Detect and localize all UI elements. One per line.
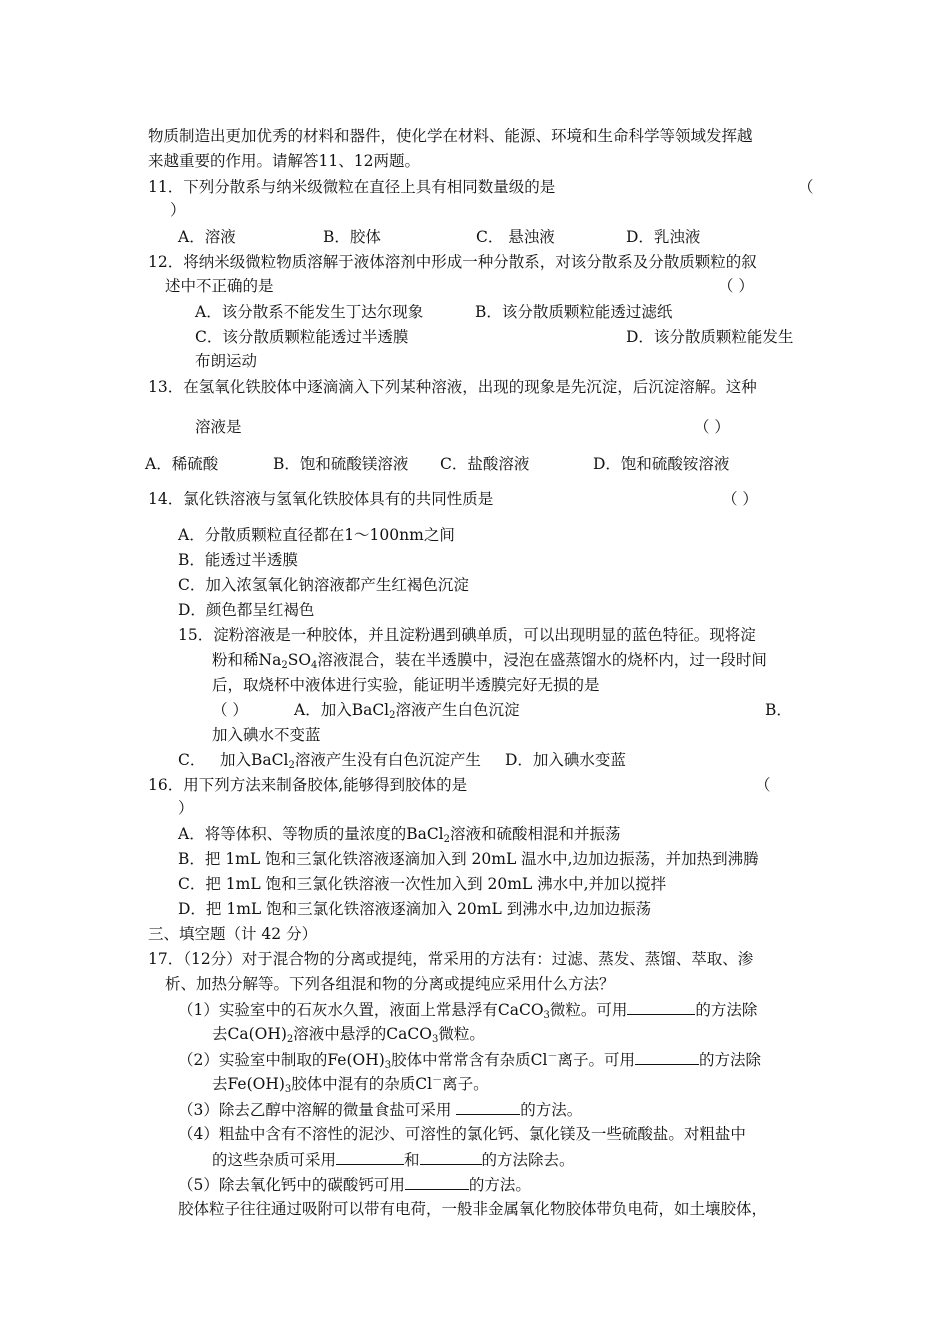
answer-blank[interactable] xyxy=(336,1148,404,1165)
answer-blank[interactable] xyxy=(405,1173,469,1190)
q17-part-5: （5）除去氧化钙中的碳酸钙可用 的方法。 xyxy=(178,1173,531,1196)
q12-stem-line-2: 述中不正确的是 xyxy=(165,277,274,295)
q15-option-a: A．加入BaCl$_2$溶液产生白色沉淀 xyxy=(294,701,520,721)
q15-stem-line-2: 粉和稀$Na_2SO_4$溶液混合，装在半透膜中，浸泡在盛蒸馏水的烧杯内，过一段时间 xyxy=(212,651,767,671)
q15-answer-paren: （ ） xyxy=(212,701,248,719)
q17-part-4-line-2: 的这些杂质可采用 和 的方法除去。 xyxy=(212,1148,575,1171)
q13-option-a: A．稀硫酸 xyxy=(145,455,219,473)
q11-paren-close: ） xyxy=(170,201,186,219)
q15-stem-line-3: 后，取烧杯中液体进行实验，能证明半透膜完好无损的是 xyxy=(212,676,600,694)
intro-line-2: 来越重要的作用。请解答11、12两题。 xyxy=(148,152,420,170)
q17-part-2-line-1: （2）实验室中制取的$Fe(OH)_3$胶体中常常含有杂质Cl－离子。可用 的方法除 xyxy=(178,1048,761,1071)
q17-part-3: （3）除去乙醇中溶解的微量食盐可采用 的方法。 xyxy=(178,1098,582,1121)
closing-paragraph: 胶体粒子往往通过吸附可以带有电荷，一般非金属氧化物胶体带负电荷，如土壤胶体， xyxy=(178,1200,768,1218)
q17-part-4-line-1: （4）粗盐中含有不溶性的泥沙、可溶性的氯化钙、氯化镁及一些硫酸盐。对粗盐中 xyxy=(178,1125,746,1143)
answer-blank[interactable] xyxy=(456,1098,520,1115)
q17-stem-line-2: 析、加热分解等。下列各组混和物的分离或提纯应采用什么方法？ xyxy=(165,975,615,993)
q11-option-d: D．乳浊液 xyxy=(626,228,701,246)
q12-answer-paren: （ ） xyxy=(718,277,754,295)
q13-option-b: B．饱和硫酸镁溶液 xyxy=(273,455,409,473)
q12-option-a: A．该分散系不能发生丁达尔现象 xyxy=(195,303,424,321)
answer-blank[interactable] xyxy=(635,1048,699,1065)
q12-option-d-continued: 布朗运动 xyxy=(195,352,258,370)
q11-option-b: B．胶体 xyxy=(323,228,381,246)
q13-option-d: D．饱和硫酸铵溶液 xyxy=(593,455,730,473)
q17-stem-line-1: 17．（12分）对于混合物的分离或提纯，常采用的方法有：过滤、蒸发、蒸馏、萃取、渗 xyxy=(148,950,754,968)
q11-option-a: A．溶液 xyxy=(178,228,236,246)
q14-option-c: C．加入浓氢氧化钠溶液都产生红褐色沉淀 xyxy=(178,576,469,594)
q14-option-d: D．颜色都呈红褐色 xyxy=(178,601,315,619)
q12-option-c: C．该分散质颗粒能透过半透膜 xyxy=(195,328,409,346)
q11-paren-open: （ xyxy=(798,178,814,196)
q12-option-d: D．该分散质颗粒能发生 xyxy=(626,328,794,346)
answer-blank[interactable] xyxy=(420,1148,482,1165)
q13-stem-line-2: 溶液是 xyxy=(195,418,242,436)
q11-stem: 11．下列分散系与纳米级微粒在直径上具有相同数量级的是 xyxy=(148,178,556,196)
q14-stem: 14．氯化铁溶液与氢氧化铁胶体具有的共同性质是 xyxy=(148,490,494,508)
q14-answer-paren: （ ） xyxy=(722,490,758,508)
q12-stem-line-1: 12．将纳米级微粒物质溶解于液体溶剂中形成一种分散系，对该分散系及分散质颗粒的叙 xyxy=(148,253,757,271)
q14-option-a: A．分散质颗粒直径都在1～100nm之间 xyxy=(178,526,455,544)
q15-option-d: D．加入碘水变蓝 xyxy=(505,751,626,769)
q16-option-b: B．把 1mL 饱和三氯化铁溶液逐滴加入到 20mL 温水中,边加边振荡，并加热到沸腾 xyxy=(178,850,759,868)
q15-stem-line-1: 15．淀粉溶液是一种胶体，并且淀粉遇到碘单质，可以出现明显的蓝色特征。现将淀 xyxy=(178,626,756,644)
q15-option-c-text: 加入BaCl$_2$溶液产生没有白色沉淀产生 xyxy=(220,751,481,771)
q16-paren-close: ） xyxy=(178,799,194,817)
q16-paren-open: （ xyxy=(755,776,771,794)
section-heading: 三、填空题（计 42 分） xyxy=(148,925,318,943)
intro-line-1: 物质制造出更加优秀的材料和器件，使化学在材料、能源、环境和生命科学等领域发挥越 xyxy=(148,127,753,145)
q13-stem-line-1: 13．在氢氧化铁胶体中逐滴滴入下列某种溶液，出现的现象是先沉淀，后沉淀溶解。这种 xyxy=(148,378,757,396)
q11-option-c: C． 悬浊液 xyxy=(476,228,555,246)
q17-part-2-line-2: 去$Fe(OH)_3$胶体中混有的杂质Cl－离子。 xyxy=(212,1075,489,1095)
q17-part-1-line-1: （1）实验室中的石灰水久置，液面上常悬浮有CaCO$_3$微粒。可用 的方法除 xyxy=(178,998,757,1021)
q16-option-c: C．把 1mL 饱和三氯化铁溶液一次性加入到 20mL 沸水中,并加以搅拌 xyxy=(178,875,667,893)
q16-option-d: D．把 1mL 饱和三氯化铁溶液逐滴加入 20mL 到沸水中,边加边振荡 xyxy=(178,900,652,918)
q15-option-b-label: B． xyxy=(765,701,792,719)
answer-blank[interactable] xyxy=(627,998,695,1015)
q14-option-b: B．能透过半透膜 xyxy=(178,551,298,569)
q15-option-b-text: 加入碘水不变蓝 xyxy=(212,726,321,744)
q13-option-c: C．盐酸溶液 xyxy=(440,455,530,473)
q13-answer-paren: （ ） xyxy=(694,418,730,436)
q16-stem: 16．用下列方法来制备胶体,能够得到胶体的是 xyxy=(148,776,468,794)
q17-part-1-line-2: 去$Ca(OH)_2$溶液中悬浮的CaCO$_3$微粒。 xyxy=(212,1025,485,1045)
q12-option-b: B．该分散质颗粒能透过滤纸 xyxy=(475,303,673,321)
q16-option-a: A．将等体积、等物质的量浓度的BaCl$_2$溶液和硫酸相混和并振荡 xyxy=(178,825,621,845)
q15-option-c-label: C． xyxy=(178,751,206,769)
